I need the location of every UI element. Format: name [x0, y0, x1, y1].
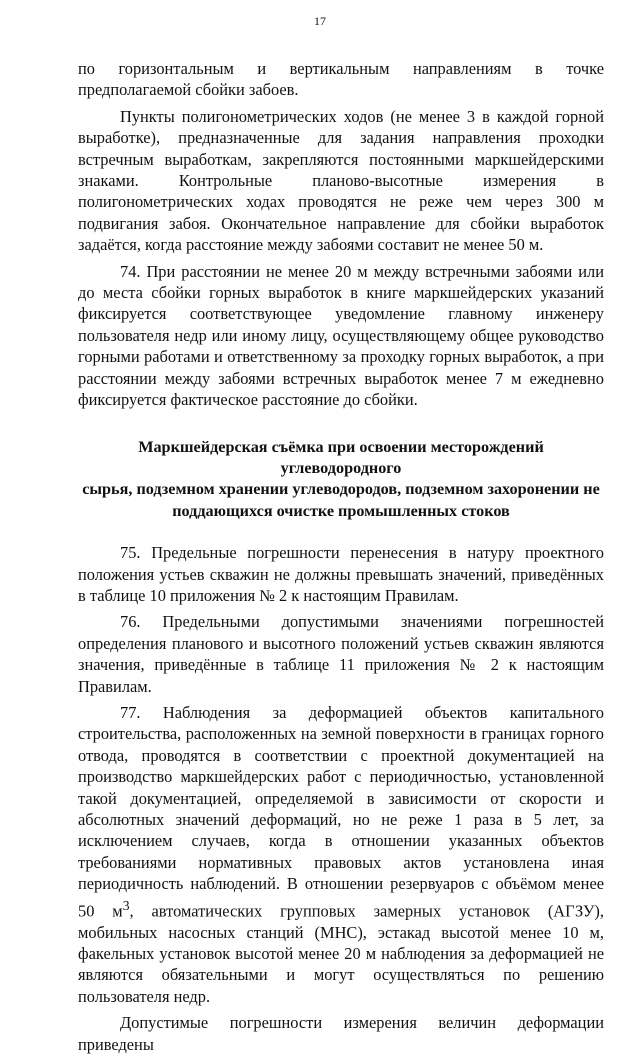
- paragraph-item-74: 74. При расстоянии не менее 20 м между встречными забоями или до места сбойки горных выработок в книге маркшейдерских указаний фиксируется соответствующее уведомление главному инженеру пользователя недр или иному лицу, осуществляющему общее руководство горными работами и ответственному за проходку горных выработок, а при расстоянии между забоями встречных выработок менее 7 м ежедневно фиксируется фактическое расстояние до сбойки.: [78, 261, 604, 410]
- item-77-text-start: 77. Наблюдения за деформацией объектов капитального строительства, расположенных на земной поверхности в границах горного отвода, проводятся в соответствии с проектной документацией на производство маркшейдерских работ с периодичностью, установленной такой документацией, определяемой в зависимости от скорости и абсолютных значений деформаций, но не реже 1 раза в 5 лет, за исключением случаев, когда в отношении указанных объектов требованиями нормативных правовых актов установлена иная периодичность наблюдений. В отношении резервуаров с объёмом менее 50 м: [78, 702, 604, 921]
- section-heading-line-1: Маркшейдерская съёмка при освоении месторождений углеводородного: [138, 437, 544, 477]
- item-77-text-end: , автоматических групповых замерных установок (АГЗУ), мобильных насосных станций (МНС), эстакад высотой менее 10 м, факельных установок высотой менее 20 м наблюдения за деформацией не являются обязательными и могут осуществляться по решению пользователя недр.: [78, 901, 604, 1006]
- cubic-superscript: 3: [122, 897, 130, 913]
- section-heading-line-2: сырья, подземном хранении углеводородов, подземном захоронении не: [82, 480, 600, 499]
- paragraph-continuation: по горизонтальным и вертикальным направлениям в точке предполагаемой сбойки забоев.: [78, 59, 604, 100]
- paragraph-item-77: [78, 702, 604, 1007]
- section-heading: [78, 437, 604, 523]
- paragraph-survey-points: Пункты полигонометрических ходов (не менее 3 в каждой горной выработке), предназначенные для задания направления проходки встречным выработкам, закрепляются постоянными маркшейдерскими знаками. Контрольные планово-высотные измерения в полигонометрических ходах проводятся не реже чем через 300 м подвигания забоя. Окончательное направление для сбойки выработок задаётся, когда расстояние между забоями составит не менее 50 м.: [78, 106, 604, 255]
- section-heading-line-3: поддающихся очистке промышленных стоков: [172, 501, 510, 520]
- paragraph-tolerances: Допустимые погрешности измерения величин деформации приведены: [78, 1013, 604, 1054]
- document-body: [78, 58, 604, 1060]
- page-number: 17: [314, 14, 326, 28]
- paragraph-item-76: 76. Предельными допустимыми значениями погрешностей определения планового и высотного положений устьев скважин являются значения, приведённые в таблице 11 приложения № 2 к настоящим Правилам.: [78, 612, 604, 696]
- paragraph-item-75: 75. Предельные погрешности перенесения в натуру проектного положения устьев скважин не должны превышать значений, приведённых в таблице 10 приложения № 2 к настоящим Правилам.: [78, 543, 604, 605]
